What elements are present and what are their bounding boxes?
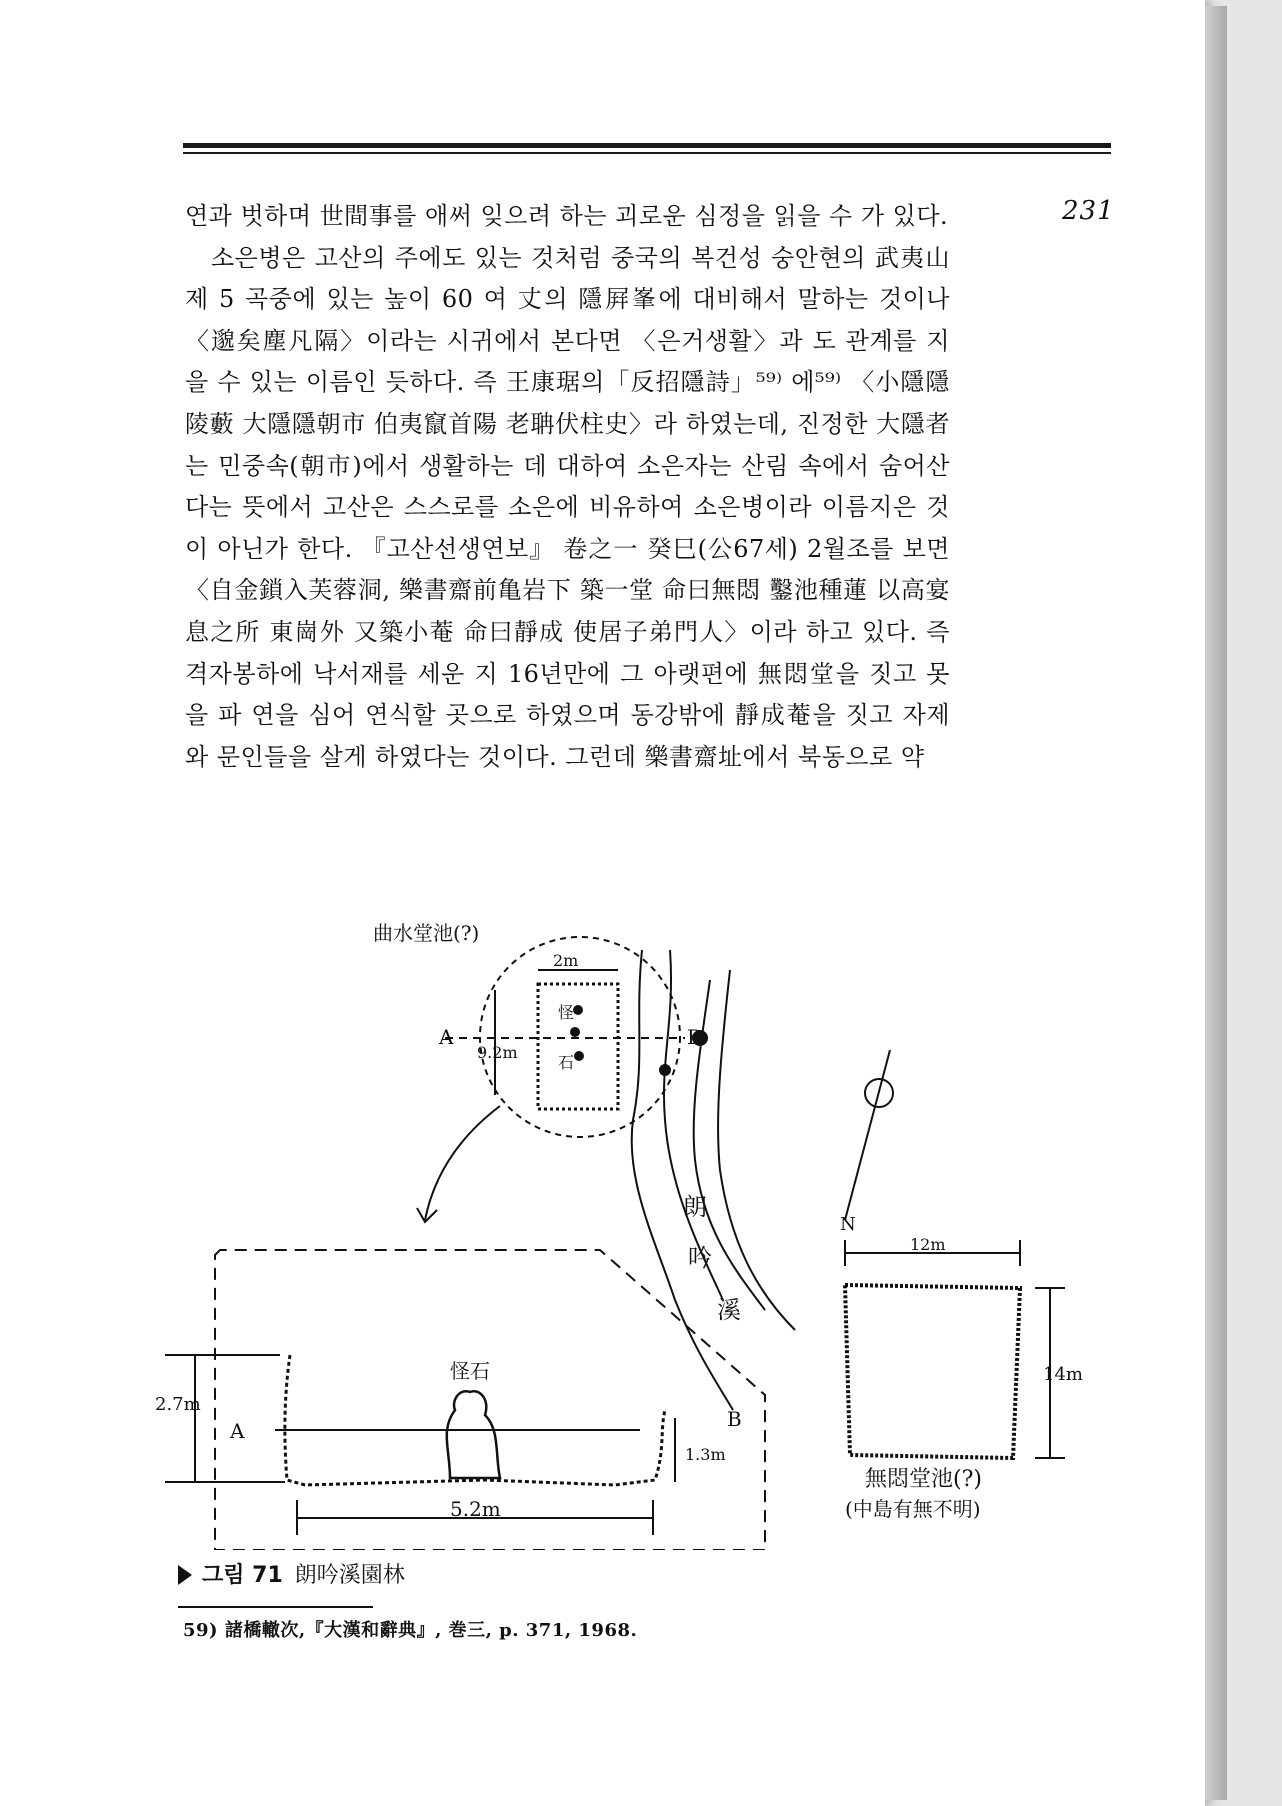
detail-circle xyxy=(480,937,680,1137)
label-pond-note: (中島有無不明) xyxy=(845,1497,981,1521)
label-stream-3: 溪 xyxy=(717,1296,741,1324)
header-rule-thin xyxy=(183,152,1111,154)
paragraph-1: 연과 벗하며 世間事를 애써 잊으려 하는 괴로운 심정을 읽을 수 가 있다. xyxy=(185,202,949,230)
label-2m: 2m xyxy=(553,951,579,970)
label-pond: 無悶堂池(?) xyxy=(865,1467,982,1492)
label-stone-1: 怪 xyxy=(558,1003,575,1022)
stream-bank-left xyxy=(632,950,733,1410)
body-text xyxy=(185,196,950,778)
detail-arrow xyxy=(425,1106,500,1220)
label-52m: 5.2m xyxy=(450,1497,501,1521)
paragraph-2: 소은병은 고산의 주에도 있는 것처럼 중국의 복건성 숭안현의 武夷山 제 5 곡중에 있는 높이 60 여 丈의 隱屛峯에 대비해서 말하는 것이나 〈邈矣塵凡隔〉이라는 시귀에서 본다면 〈은거생활〉과 도 관계를 지을 수 있는 이름인 듯하다. 즉 王康琚의「反招隱詩」⁵⁹⁾ 에⁵⁹⁾ 〈小隱隱陵藪 大隱隱朝市 伯夷竄首陽 老聃伏柱史〉라 하였는데, 진정한 大隱者는 민중속(朝市)에서 생활하는 데 대하여 소은자는 산림 속에서 숨어산다는 뜻에서 고산은 스스로를 소은에 비유하여 소은병이라 이름지은 것이 아닌가 한다. 『고산선생연보』 卷之一 癸巳(公67세) 2월조를 보면〈自金鎖入芙蓉洞, 樂書齋前亀岩下 築一堂 命曰無悶 鑿池種蓮 以高宴息之所 東崗外 又築小菴 命曰靜成 使居子弟門人〉이라 하고 있다. 즉 격자봉하에 낙서재를 세운 지 16년만에 그 아랫편에 無悶堂을 짓고 못을 파 연을 심어 연식할 곳으로 하였으며 동강밖에 靜成菴을 짓고 자제와 문인들을 살게 하였다는 것이다. 그런데 樂書齋址에서 북동으로 약 xyxy=(185,243,950,771)
label-compass-n: N xyxy=(840,1214,856,1235)
label-stream-1: 朗 xyxy=(683,1193,707,1221)
garden-plan-drawing xyxy=(155,910,1105,1550)
detail-pond-outline xyxy=(538,984,618,1109)
label-section-stone: 怪石 xyxy=(450,1359,490,1383)
caption-title: 朗吟溪園林 xyxy=(294,1563,405,1588)
figure-caption xyxy=(178,1558,405,1589)
footnote: 59) 諸橋轍次,『大漢和辭典』, 巻三, p. 371, 1968. xyxy=(183,1620,638,1641)
footnote-rule xyxy=(178,1606,373,1608)
label-B-top: B xyxy=(687,1025,702,1049)
right-pond-outline xyxy=(845,1285,1020,1458)
label-B-section: B xyxy=(727,1407,742,1431)
label-13m: 1.3m xyxy=(685,1445,726,1464)
label-92m: 9.2m xyxy=(477,1043,518,1062)
central-stone-shape xyxy=(447,1391,500,1478)
label-stream-2: 吟 xyxy=(688,1244,712,1272)
page-edge xyxy=(1205,6,1227,1800)
header-rule xyxy=(183,143,1111,148)
label-14m: 14m xyxy=(1043,1364,1083,1385)
label-A-top: A xyxy=(439,1025,454,1049)
figure-garden-plan xyxy=(155,910,1105,1550)
compass-needle xyxy=(845,1050,890,1220)
label-A-section: A xyxy=(230,1419,245,1443)
stream-line-3 xyxy=(718,970,795,1330)
label-stone-2: 石 xyxy=(558,1053,575,1072)
caption-prefix: 그림 71 xyxy=(202,1563,283,1588)
label-27m: 2.7m xyxy=(155,1394,201,1415)
label-top: 曲水堂池(?) xyxy=(373,921,480,945)
page-number: 231 xyxy=(1062,196,1115,226)
caption-triangle-icon xyxy=(178,1565,192,1585)
label-12m: 12m xyxy=(910,1235,946,1254)
